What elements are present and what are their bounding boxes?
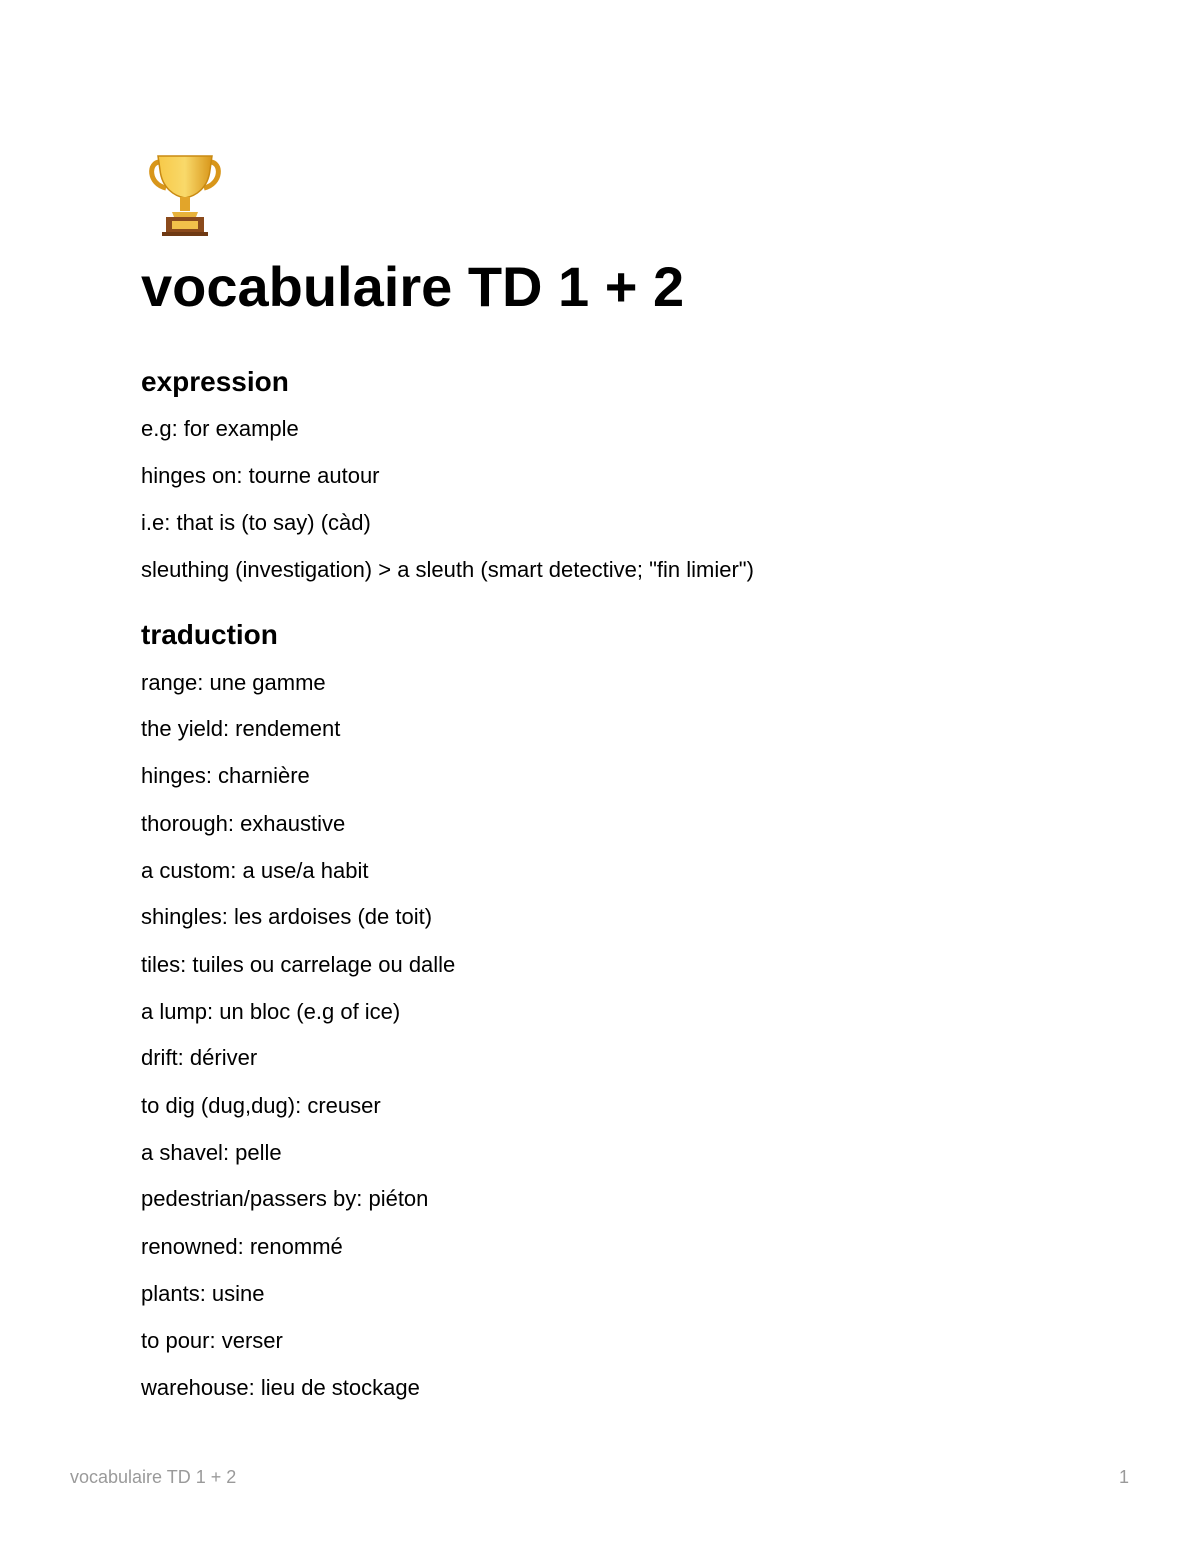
vocab-entry: a shavel: pelle: [141, 1140, 282, 1165]
vocab-entry: tiles: tuiles ou carrelage ou dalle: [141, 952, 456, 977]
vocab-entry: renowned: renommé: [141, 1234, 343, 1259]
section-heading-traduction: traduction: [141, 619, 278, 650]
vocab-entry: plants: usine: [141, 1281, 265, 1306]
vocab-entry: the yield: rendement: [141, 716, 341, 741]
vocab-entry: sleuthing (investigation) > a sleuth (smart detective; "fin limier"): [141, 557, 754, 582]
vocab-entry: hinges: charnière: [141, 763, 310, 788]
vocab-entry: range: une gamme: [141, 670, 326, 695]
vocab-entry: thorough: exhaustive: [141, 811, 346, 836]
vocab-entry: hinges on: tourne autour: [141, 463, 380, 488]
vocab-entry: a lump: un bloc (e.g of ice): [141, 999, 401, 1024]
footer-page-number: 1: [1118, 1467, 1129, 1487]
vocab-entry: warehouse: lieu de stockage: [141, 1375, 420, 1400]
vocab-entry: a custom: a use/a habit: [141, 858, 369, 883]
vocab-entry: to dig (dug,dug): creuser: [141, 1093, 381, 1118]
section-heading-expression: expression: [141, 366, 289, 397]
vocab-entry: drift: dériver: [141, 1045, 258, 1070]
trophy-icon: [146, 150, 224, 238]
page-title: vocabulaire TD 1 + 2: [141, 255, 685, 318]
vocab-entry: pedestrian/passers by: piéton: [141, 1186, 429, 1211]
vocab-entry: e.g: for example: [141, 416, 299, 441]
footer-doc-title: vocabulaire TD 1 + 2: [70, 1467, 237, 1487]
page-icon: [146, 150, 224, 238]
vocab-entry: to pour: verser: [141, 1328, 283, 1353]
vocab-entry: i.e: that is (to say) (càd): [141, 510, 371, 535]
vocab-entry: shingles: les ardoises (de toit): [141, 904, 433, 929]
